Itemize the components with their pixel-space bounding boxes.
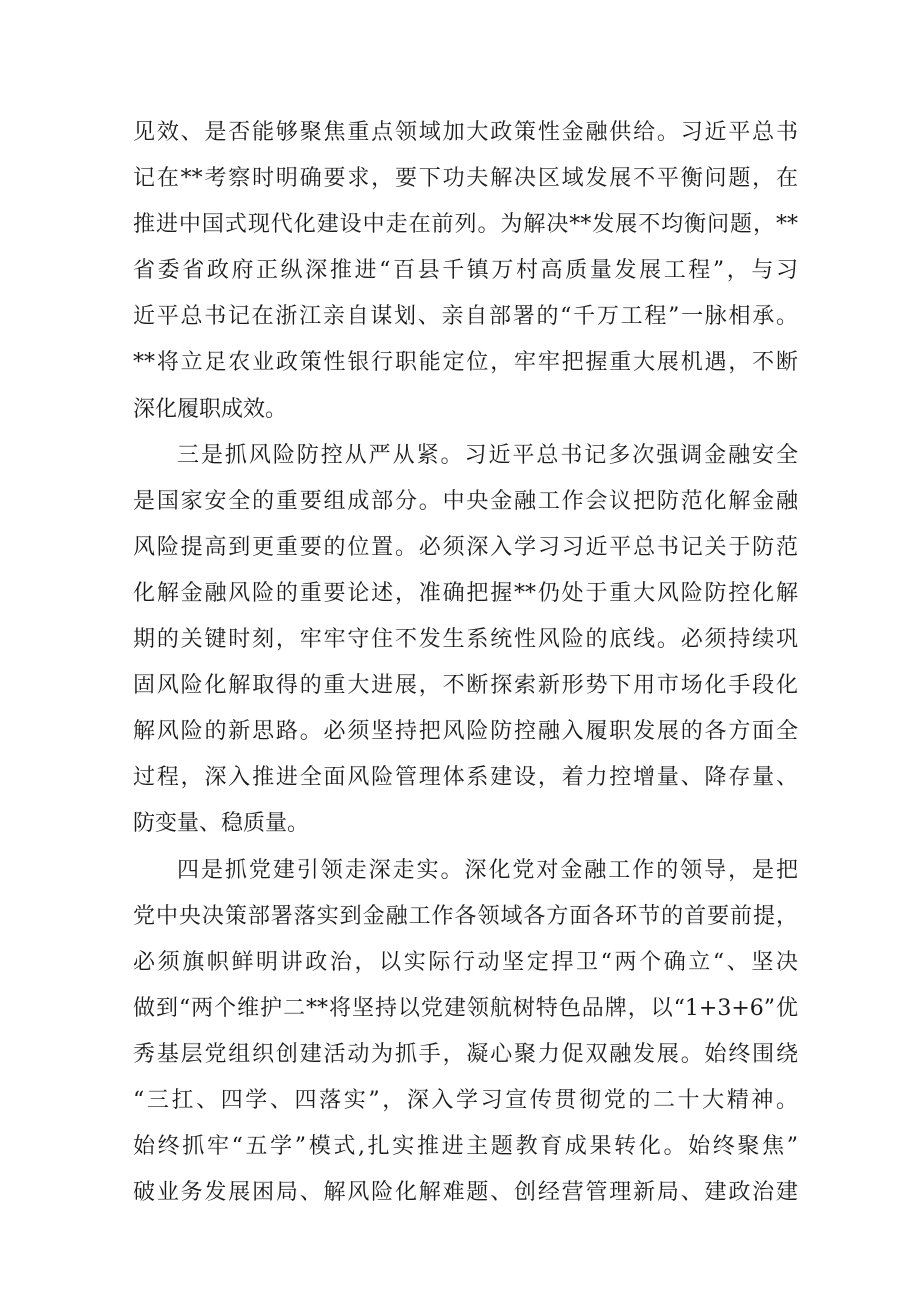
paragraph-line: 党中央决策部署落实到金融工作各领域各方面各环节的首要前提， bbox=[133, 903, 798, 929]
paragraph-line: 期的关键时刻，牢牢守住不发生系统性风险的底线。必须持续巩 bbox=[133, 627, 798, 653]
paragraph-line: 推进中国式现代化建设中走在前列。为解决**发展不均衡问题，** bbox=[133, 212, 798, 238]
paragraph-line: 解风险的新思路。必须坚持把风险防控融入履职发展的各方面全 bbox=[133, 719, 798, 745]
paragraph-line: 风险提高到更重要的位置。必须深入学习习近平总书记关于防范 bbox=[133, 534, 798, 560]
paragraph-line: 近平总书记在浙江亲自谋划、亲自部署的“千万工程”一脉相承。 bbox=[133, 304, 798, 330]
paragraph-line: 记在**考察时明确要求，要下功夫解决区域发展不平衡问题，在 bbox=[133, 166, 798, 192]
document-body bbox=[133, 110, 798, 1216]
paragraph-first-line: 三是抓风险防控从严从紧。习近平总书记多次强调金融安全 bbox=[177, 442, 798, 468]
paragraph-line: 化解金融风险的重要论述，准确把握**仍处于重大风险防控化解 bbox=[133, 580, 798, 606]
paragraph-line: “三扛、四学、四落实”，深入学习宣传贯彻党的二十大精神。 bbox=[133, 1087, 798, 1113]
paragraph-line: 防变量、稳质量。 bbox=[133, 811, 310, 837]
paragraph-line: 省委省政府正纵深推进“百县千镇万村高质量发展工程”，与习 bbox=[133, 258, 798, 284]
paragraph-line: 固风险化解取得的重大进展，不断探索新形势下用市场化手段化 bbox=[133, 673, 798, 699]
paragraph-first-line: 四是抓党建引领走深走实。深化党对金融工作的领导，是把 bbox=[177, 857, 798, 883]
paragraph-line: 见效、是否能够聚焦重点领域加大政策性金融供给。习近平总书 bbox=[133, 120, 798, 145]
paragraph-line: **将立足农业政策性银行职能定位，牢牢把握重大展机遇，不断 bbox=[133, 350, 798, 376]
paragraph-line: 深化履职成效。 bbox=[133, 396, 288, 422]
paragraph-line: 是国家安全的重要组成部分。中央金融工作会议把防范化解金融 bbox=[133, 488, 798, 514]
paragraph-line: 必须旗帜鲜明讲政治，以实际行动坚定捍卫“两个确立“、坚决 bbox=[133, 949, 798, 975]
paragraph-line: 始终抓牢“五学”模式,扎实推进主题教育成果转化。始终聚焦” bbox=[133, 1134, 798, 1160]
paragraph-line: 做到“两个维护二**将坚持以党建领航树特色品牌，以“1+3+6”优 bbox=[133, 995, 798, 1021]
paragraph-line: 秀基层党组织创建活动为抓手，凝心聚力促双融发展。始终围绕 bbox=[133, 1041, 798, 1067]
paragraph-line: 破业务发展困局、解风险化解难题、创经营管理新局、建政治建 bbox=[133, 1180, 798, 1206]
paragraph-line: 过程，深入推进全面风险管理体系建设，着力控增量、降存量、 bbox=[133, 765, 798, 791]
